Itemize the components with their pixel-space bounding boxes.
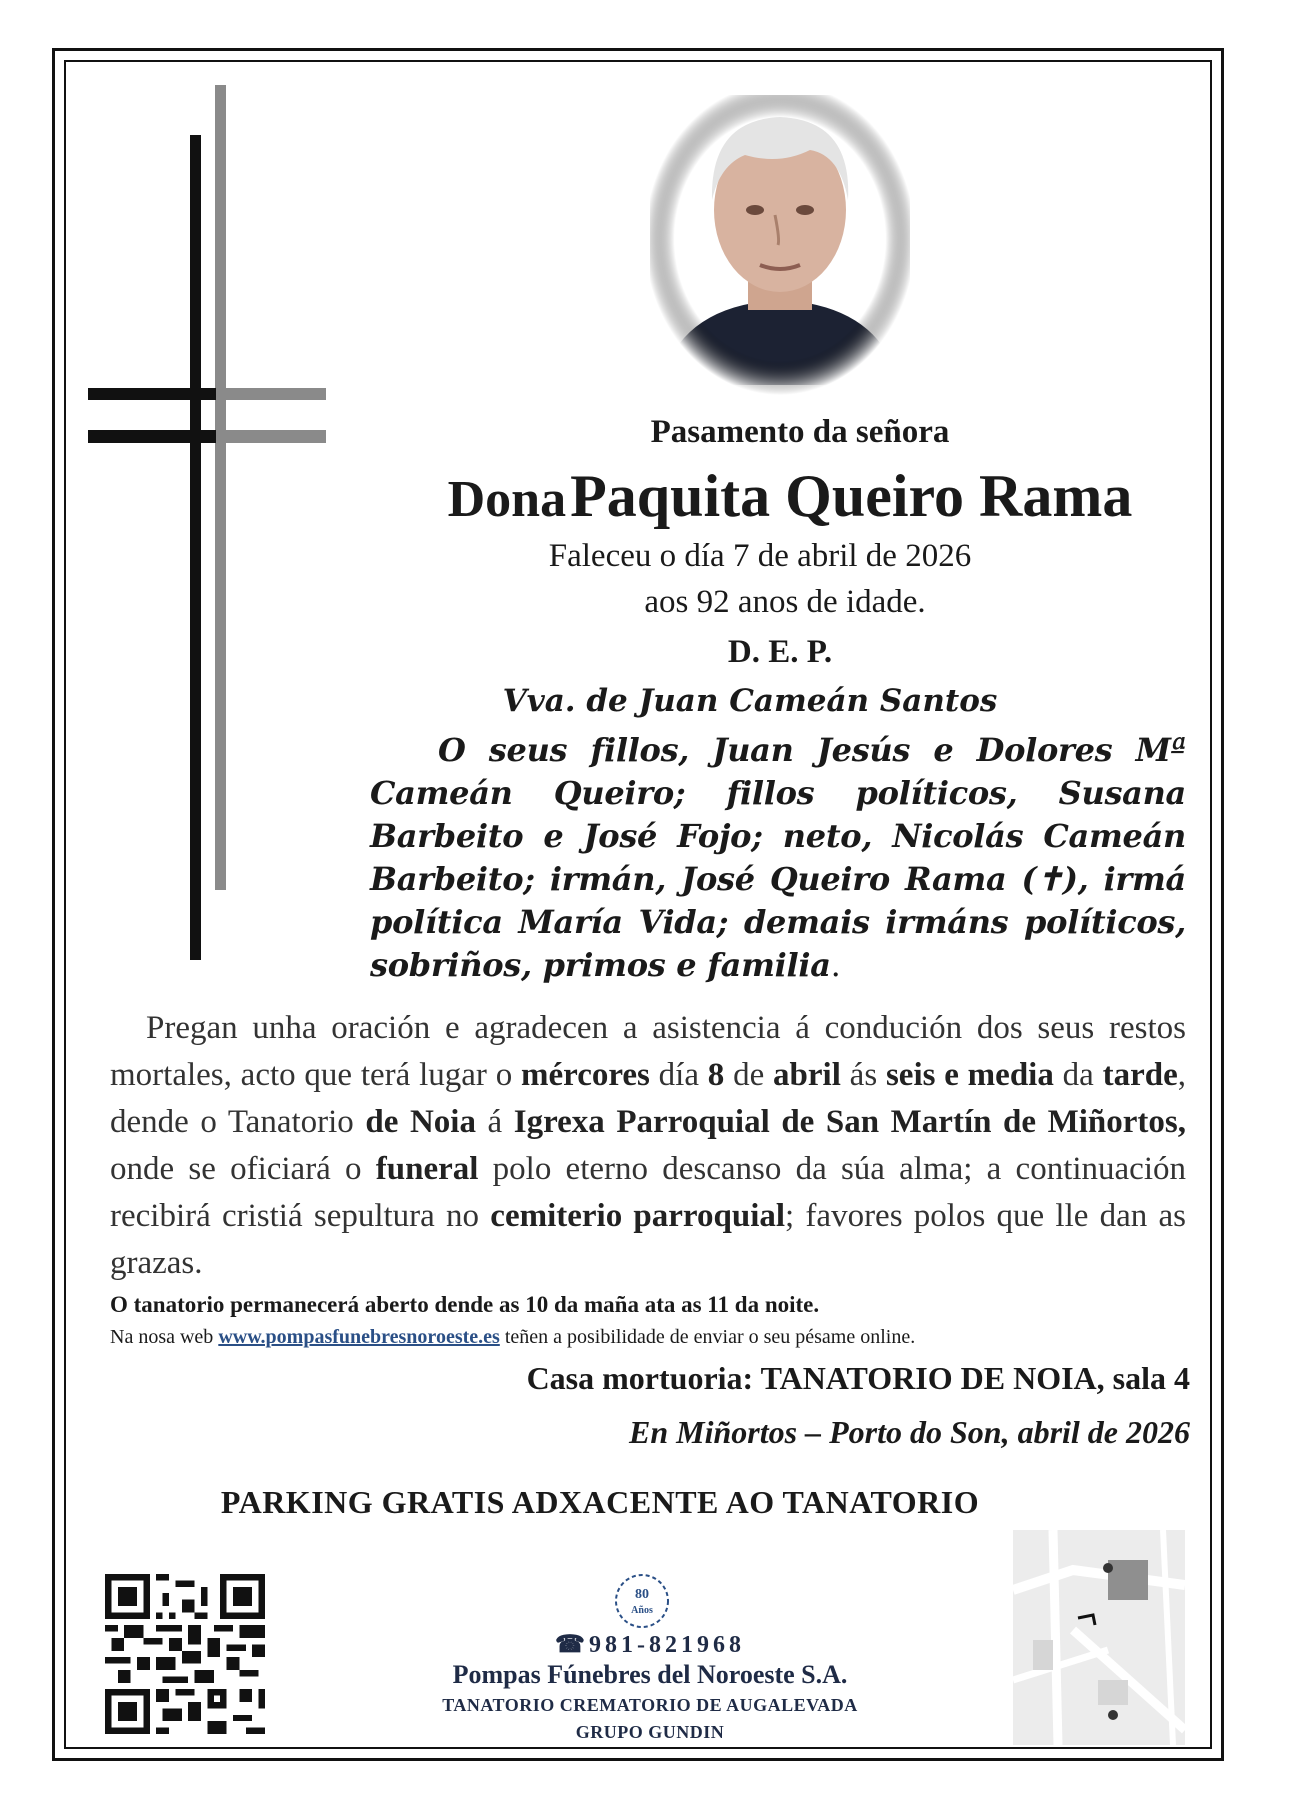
- heading: Pasamento da señora: [650, 414, 950, 450]
- company-name: Pompas Fúnebres del Noroeste S.A.: [452, 1660, 848, 1689]
- death-date: Faleceu o día 7 de abril de 2026: [548, 538, 972, 574]
- tanatorio-name: TANATORIO CREMATORIO DE AUGALEVADA: [442, 1695, 858, 1715]
- group-name: GRUPO GUNDIN: [575, 1722, 725, 1742]
- anniversary-badge: [605, 1568, 679, 1638]
- family-text-end: .: [830, 946, 841, 984]
- casa-mortuoria: Casa mortuoria: TANATORIO DE NOIA, sala 4: [526, 1360, 1190, 1396]
- age: aos 92 anos de idade.: [644, 584, 926, 620]
- tanatorio-hours: O tanatorio permanecerá aberto dende as 10 da maña ata as 11 da noite.: [110, 1292, 820, 1317]
- phone-number-text: 981-821968: [588, 1632, 745, 1658]
- cross-small-icon: ✝: [1036, 860, 1063, 898]
- location-map[interactable]: [1013, 1530, 1185, 1745]
- name-main: Paquita Queiro Rama: [570, 463, 1133, 529]
- phone-number[interactable]: [500, 1630, 800, 1659]
- map-pin-icon: [1103, 1563, 1113, 1573]
- widow-line: Vva. de Juan Cameán Santos: [502, 683, 998, 719]
- map-pin-icon-2: [1108, 1710, 1118, 1720]
- qr-code[interactable]: [105, 1574, 265, 1734]
- deceased-name: [380, 462, 1200, 531]
- web-note: Na nosa web www.pompasfunebresnoroeste.es teñen a posibilidade de enviar o seu pésame online.: [110, 1326, 916, 1348]
- phone-icon: ☎: [555, 1632, 589, 1658]
- rip: D. E. P.: [727, 634, 833, 670]
- website-link[interactable]: www.pompasfunebresnoroeste.es: [218, 1326, 500, 1348]
- badge-number: 80: [635, 1587, 649, 1602]
- portrait-photo: [650, 95, 910, 395]
- name-prefix: Dona: [447, 471, 567, 528]
- family-text-a: O seus fillos, Juan Jesús e Dolores Mª Cameán Queiro; fillos políticos, Susana Barbeito e José Fojo; neto, Nicolás Cameán Barbeito; irmán, José Queiro Rama (: [370, 731, 1186, 898]
- place-date: En Miñortos – Porto do Son, abril de 2026: [629, 1414, 1190, 1450]
- ceremony-paragraph: Pregan unha oración e agradecen a asistencia á condución dos seus restos mortales, acto que terá lugar o mércores día 8 de abril ás seis e media da tarde, dende o Tanatorio de Noia á Igrexa Parroquial de San Martín de Miñortos, onde se oficiará o funeral polo eterno descanso da súa alma; a continuación recibirá cristiá sepultura no cemiterio parroquial; favores polos que lle dan as grazas.: [110, 1010, 1187, 1281]
- badge-label: Años: [631, 1605, 653, 1616]
- parking-notice: PARKING GRATIS ADXACENTE AO TANATORIO: [220, 1484, 980, 1520]
- family-text-b: ), irmá política María Vida; demais irmáns políticos, sobriños, primos e familia: [370, 860, 1186, 984]
- family-text: [370, 729, 1186, 987]
